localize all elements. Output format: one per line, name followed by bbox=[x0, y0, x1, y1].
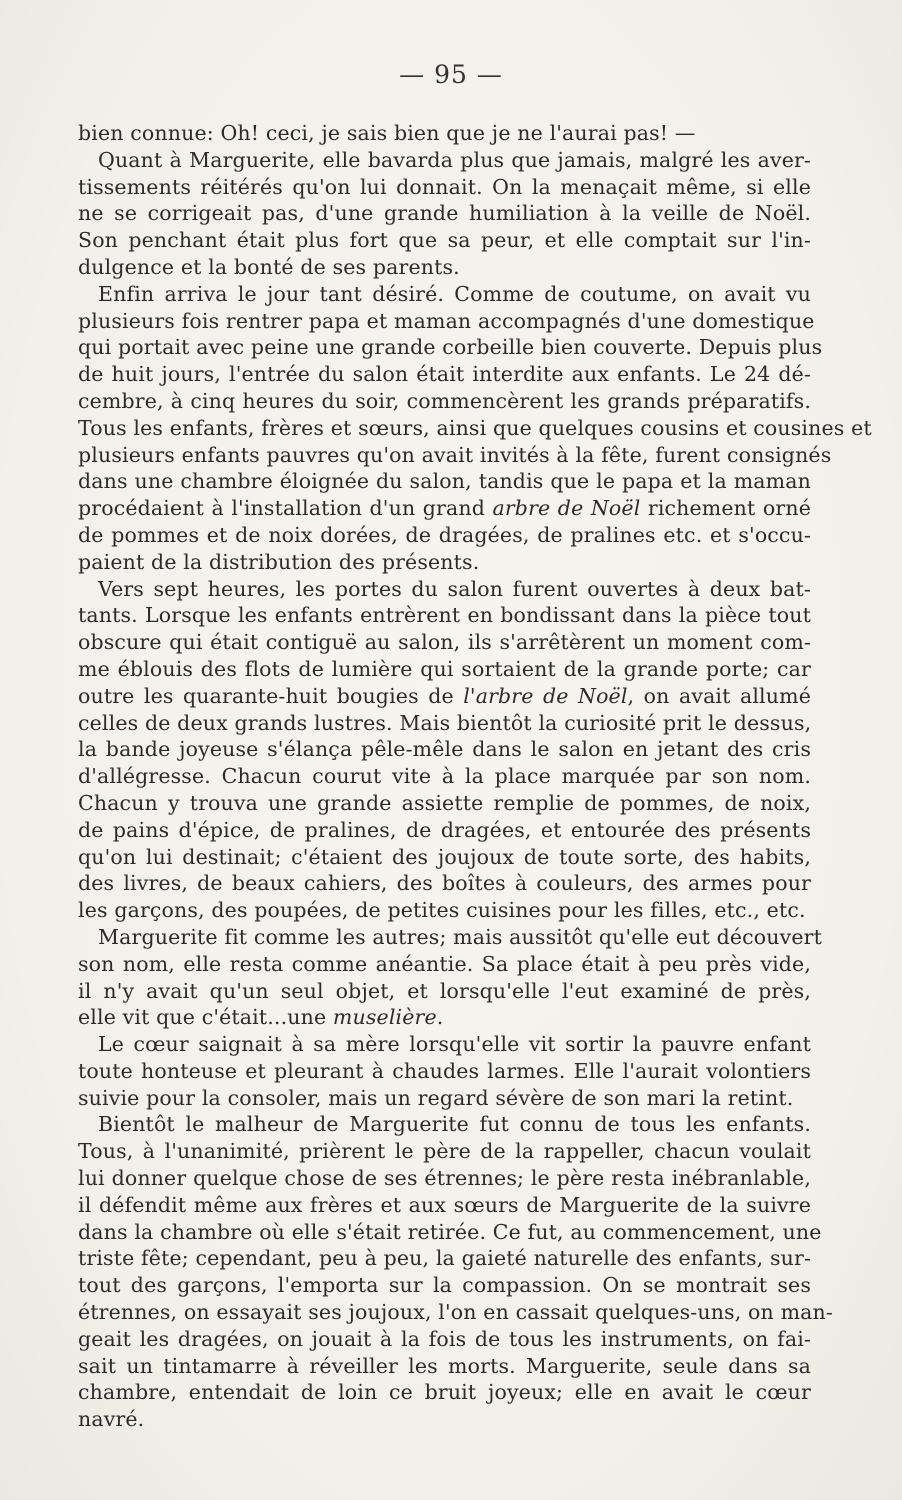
text-line: paient de la distribution des présents. bbox=[78, 549, 480, 574]
text-line: Chacun y trouva une grande assiette remplie de pommes, de noix, bbox=[78, 790, 811, 815]
text-line: Tous, à l'unanimité, prièrent le père de la rappeller, chacun voulait bbox=[78, 1139, 811, 1164]
text-line: triste fête; cependant, peu à peu, la gaieté naturelle des enfants, sur- bbox=[78, 1246, 812, 1271]
text-line: geait les dragées, on jouait à la fois de tous les instruments, on fai- bbox=[78, 1326, 811, 1351]
text-line: bien connue: Oh! ceci, je sais bien que je ne l'aurai pas! — bbox=[78, 121, 696, 145]
text-line: suivie pour la consoler, mais un regard sévère de son mari la retint. bbox=[78, 1085, 794, 1110]
italic-phrase: arbre de Noël bbox=[492, 496, 641, 521]
text-line: étrennes, on essayait ses joujoux, l'on en cassait quelques-uns, on man- bbox=[78, 1300, 833, 1325]
text-line: navré. bbox=[78, 1407, 145, 1432]
text-line: d'allégresse. Chacun courut vite à la place marquée par son nom. bbox=[78, 764, 811, 789]
text-line: chambre, entendait de loin ce bruit joyeux; elle en avait le cœur bbox=[78, 1380, 811, 1405]
text-segment: outre les quarante-huit bougies de bbox=[78, 683, 464, 708]
text-line: plusieurs enfants pauvres qu'on avait invités à la fête, furent consignés bbox=[78, 442, 832, 467]
text-line: il n'y avait qu'un seul objet, et lorsqu'elle l'eut examiné de près, bbox=[78, 978, 811, 1003]
text-line: dans la chambre où elle s'était retirée. Ce fut, au commencement, une bbox=[78, 1219, 822, 1244]
text-line: tout des garçons, l'emporta sur la compassion. On se montrait ses bbox=[78, 1273, 811, 1298]
text-segment: , on avait allumé bbox=[627, 683, 811, 708]
text-line: il défendit même aux frères et aux sœurs de Marguerite de la suivre bbox=[78, 1192, 811, 1217]
text-line: tants. Lorsque les enfants entrèrent en bondissant dans la pièce tout bbox=[78, 603, 811, 628]
text-line: Tous les enfants, frères et sœurs, ainsi que quelques cousins et cousines et bbox=[78, 415, 872, 440]
text-segment: procédaient à l'installation d'un grand bbox=[78, 496, 493, 521]
text-line: Le cœur saignait à sa mère lorsqu'elle vit sortir la pauvre enfant bbox=[98, 1032, 811, 1057]
text-line: me éblouis des flots de lumière qui sortaient de la grande porte; car bbox=[78, 656, 811, 681]
body-text bbox=[78, 120, 872, 1433]
text-segment: . bbox=[436, 1005, 444, 1030]
text-line: obscure qui était contiguë au salon, ils s'arrêtèrent un moment com- bbox=[78, 630, 811, 655]
text-line: cembre, à cinq heures du soir, commencèrent les grands préparatifs. bbox=[78, 388, 811, 413]
text-line bbox=[78, 683, 811, 710]
text-line: ne se corrigeait pas, d'une grande humiliation à la veille de Noël. bbox=[78, 201, 811, 226]
text-line: tissements réitérés qu'on lui donnait. On la menaçait même, si elle bbox=[78, 174, 811, 199]
text-segment: elle vit que c'était...une bbox=[78, 1005, 333, 1030]
text-line: lui donner quelque chose de ses étrennes; le père resta inébranlable, bbox=[78, 1166, 811, 1191]
text-line: Vers sept heures, les portes du salon furent ouvertes à deux bat- bbox=[98, 576, 811, 601]
text-line: Enfin arriva le jour tant désiré. Comme de coutume, on avait vu bbox=[98, 281, 811, 306]
text-line: de pains d'épice, de pralines, de dragées, et entourée des présents bbox=[78, 817, 811, 842]
text-line: Son penchant était plus fort que sa peur, et elle comptait sur l'in- bbox=[78, 228, 811, 253]
text-line: des livres, de beaux cahiers, des boîtes à couleurs, des armes pour bbox=[78, 871, 811, 896]
text-line: sait un tintamarre à réveiller les morts. Marguerite, seule dans sa bbox=[78, 1353, 811, 1378]
italic-phrase: muselière bbox=[332, 1005, 437, 1030]
italic-phrase: l'arbre de Noël bbox=[463, 683, 628, 708]
text-line: de pommes et de noix dorées, de dragées, de pralines etc. et s'occu- bbox=[78, 522, 811, 547]
text-line: Marguerite fit comme les autres; mais aussitôt qu'elle eut découvert bbox=[98, 924, 823, 949]
text-line: dulgence et la bonté de ses parents. bbox=[78, 254, 460, 279]
text-line: plusieurs fois rentrer papa et maman accompagnés d'une domestique bbox=[78, 308, 815, 333]
text-line: dans une chambre éloignée du salon, tandis que le papa et la maman bbox=[78, 469, 811, 494]
page-number: — 95 — bbox=[399, 60, 503, 89]
text-line: les garçons, des poupées, de petites cuisines pour les filles, etc., etc. bbox=[78, 898, 806, 923]
text-line: de huit jours, l'entrée du salon était interdite aux enfants. Le 24 dé- bbox=[78, 362, 811, 387]
text-line: la bande joyeuse s'élança pêle-mêle dans le salon en jetant des cris bbox=[78, 737, 811, 762]
text-line: Bientôt le malheur de Marguerite fut connu de tous les enfants. bbox=[98, 1112, 811, 1137]
text-line: celles de deux grands lustres. Mais bientôt la curiosité prit le dessus, bbox=[78, 710, 812, 735]
text-line: qui portait avec peine une grande corbeille bien couverte. Depuis plus bbox=[78, 335, 823, 360]
text-segment: richement orné bbox=[640, 496, 811, 521]
text-line: son nom, elle resta comme anéantie. Sa place était à peu près vide, bbox=[78, 951, 811, 976]
text-line bbox=[78, 1004, 811, 1031]
text-line: qu'on lui destinait; c'étaient des joujoux de toute sorte, des habits, bbox=[78, 844, 811, 869]
text-line: toute honteuse et pleurant à chaudes larmes. Elle l'aurait volontiers bbox=[78, 1058, 811, 1083]
text-line bbox=[78, 495, 811, 522]
text-line: Quant à Marguerite, elle bavarda plus que jamais, malgré les aver- bbox=[98, 147, 811, 172]
